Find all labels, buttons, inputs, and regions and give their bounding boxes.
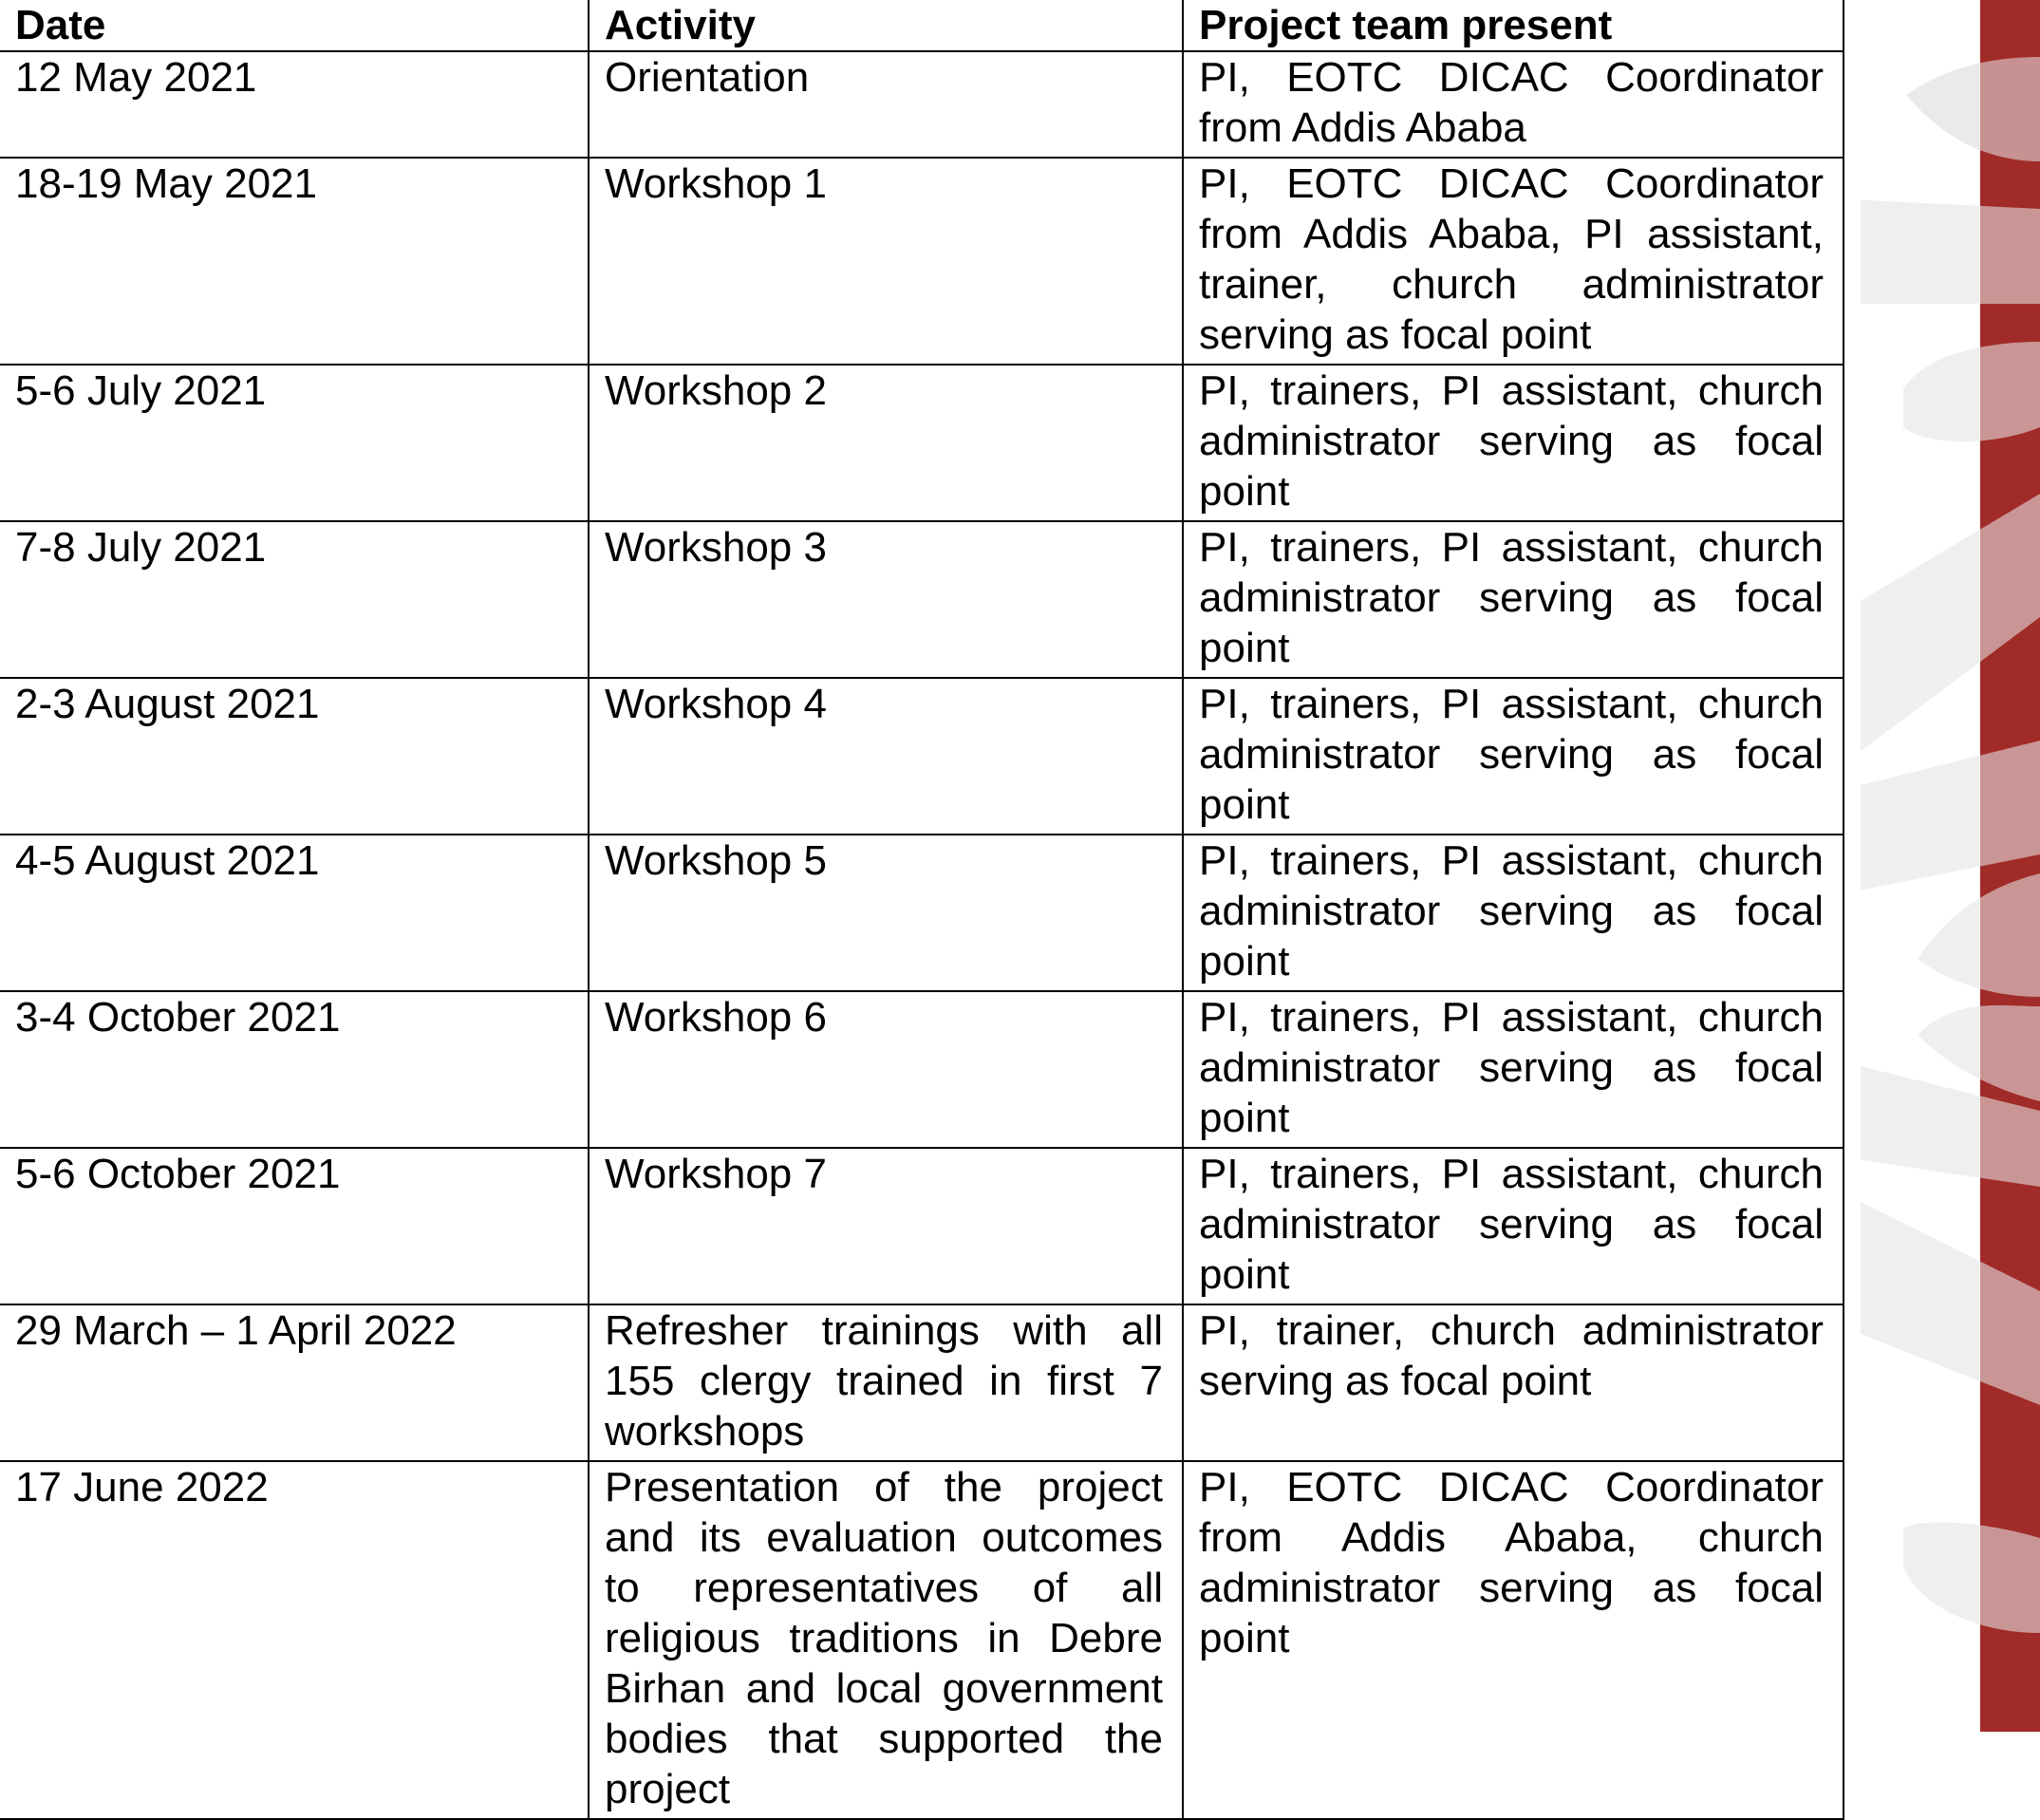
cell-activity: Workshop 4 <box>589 678 1183 835</box>
table-row <box>0 521 1843 678</box>
cell-date: 18-19 May 2021 <box>0 158 589 365</box>
table-row <box>0 365 1843 521</box>
table-row <box>0 1304 1843 1461</box>
table-row <box>0 678 1843 835</box>
cell-date: 7-8 July 2021 <box>0 521 589 678</box>
cell-activity: Orientation <box>589 51 1183 158</box>
cell-activity: Workshop 6 <box>589 991 1183 1148</box>
cell-date: 3-4 October 2021 <box>0 991 589 1148</box>
cell-team: PI, trainers, PI assistant, church administrator serving as focal point <box>1183 991 1843 1148</box>
table-row <box>0 1148 1843 1304</box>
cell-date: 4-5 August 2021 <box>0 835 589 991</box>
cell-date: 12 May 2021 <box>0 51 589 158</box>
header-date: Date <box>0 0 589 51</box>
cell-team: PI, trainers, PI assistant, church administrator serving as focal point <box>1183 835 1843 991</box>
decorative-swirl-icon <box>1861 0 2040 1732</box>
cell-activity: Refresher trainings with all 155 clergy trained in first 7 workshops <box>589 1304 1183 1461</box>
table-header-row <box>0 0 1843 51</box>
cell-activity: Workshop 7 <box>589 1148 1183 1304</box>
cell-team: PI, trainers, PI assistant, church administrator serving as focal point <box>1183 1148 1843 1304</box>
cell-team: PI, EOTC DICAC Coordinator from Addis Ababa <box>1183 51 1843 158</box>
cell-date: 2-3 August 2021 <box>0 678 589 835</box>
table-row <box>0 158 1843 365</box>
table-row <box>0 835 1843 991</box>
header-team: Project team present <box>1183 0 1843 51</box>
cell-activity: Presentation of the project and its evaluation outcomes to representatives of all religious traditions in Debre Birhan and local government bodies that supported the project <box>589 1461 1183 1819</box>
cell-activity: Workshop 1 <box>589 158 1183 365</box>
cell-activity: Workshop 5 <box>589 835 1183 991</box>
decorative-side-band <box>1861 0 2040 1732</box>
cell-team: PI, trainers, PI assistant, church administrator serving as focal point <box>1183 365 1843 521</box>
cell-team: PI, EOTC DICAC Coordinator from Addis Ababa, church administrator serving as focal point <box>1183 1461 1843 1819</box>
cell-activity: Workshop 3 <box>589 521 1183 678</box>
cell-team: PI, trainers, PI assistant, church administrator serving as focal point <box>1183 678 1843 835</box>
cell-activity: Workshop 2 <box>589 365 1183 521</box>
cell-date: 17 June 2022 <box>0 1461 589 1819</box>
cell-team: PI, EOTC DICAC Coordinator from Addis Ababa, PI assistant, trainer, church administrator serving as focal point <box>1183 158 1843 365</box>
table-row <box>0 51 1843 158</box>
cell-date: 5-6 July 2021 <box>0 365 589 521</box>
table-row <box>0 1461 1843 1819</box>
cell-team: PI, trainer, church administrator serving as focal point <box>1183 1304 1843 1461</box>
cell-date: 29 March – 1 April 2022 <box>0 1304 589 1461</box>
cell-team: PI, trainers, PI assistant, church administrator serving as focal point <box>1183 521 1843 678</box>
header-activity: Activity <box>589 0 1183 51</box>
cell-date: 5-6 October 2021 <box>0 1148 589 1304</box>
table-row <box>0 991 1843 1148</box>
